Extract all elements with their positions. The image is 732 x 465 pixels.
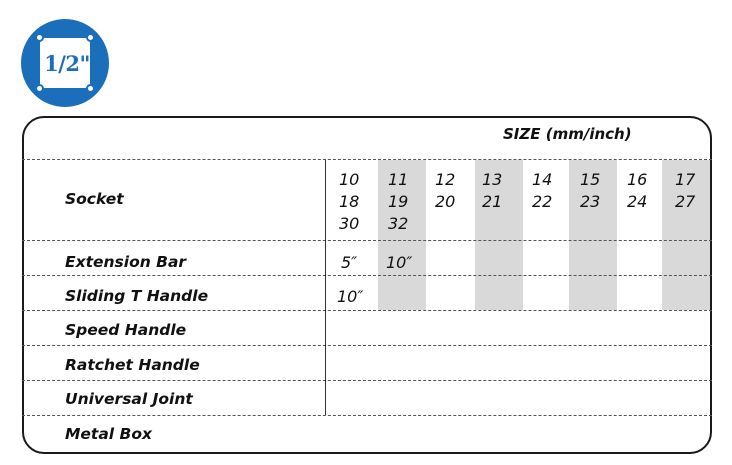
socket-size: 18	[339, 192, 360, 211]
row-divider	[22, 310, 712, 311]
socket-size: 10	[339, 170, 360, 189]
row-label-ratchet-handle: Ratchet Handle	[65, 356, 200, 374]
socket-size: 14	[532, 170, 553, 189]
socket-size: 11	[388, 170, 409, 189]
row-divider	[22, 380, 712, 381]
socket-size: 13	[482, 170, 503, 189]
extension-bar-size: 10″	[386, 253, 413, 272]
row-label-socket: Socket	[65, 190, 124, 208]
row-divider	[22, 159, 712, 160]
socket-size: 23	[580, 192, 601, 211]
corner-dot	[86, 84, 95, 93]
corner-dot	[86, 33, 95, 42]
socket-size: 30	[339, 214, 360, 233]
row-label-metal-box: Metal Box	[65, 425, 152, 443]
column-divider	[325, 160, 326, 415]
socket-size: 32	[388, 214, 409, 233]
drive-size-badge	[21, 19, 109, 107]
socket-size: 12	[435, 170, 456, 189]
size-header: SIZE (mm/inch)	[503, 125, 632, 143]
sliding-t-handle-size: 10″	[337, 287, 364, 306]
corner-dot	[35, 84, 44, 93]
socket-size: 24	[627, 192, 648, 211]
socket-size: 22	[532, 192, 553, 211]
extension-bar-size: 5″	[341, 253, 358, 272]
row-divider	[22, 240, 712, 241]
socket-size: 27	[675, 192, 696, 211]
row-label-speed-handle: Speed Handle	[65, 321, 187, 339]
socket-size: 21	[482, 192, 503, 211]
drive-size-label: 1/2"	[44, 50, 90, 76]
row-label-universal-joint: Universal Joint	[65, 390, 193, 408]
row-label-sliding-t-handle: Sliding T Handle	[65, 287, 209, 305]
socket-size: 16	[627, 170, 648, 189]
row-divider	[22, 415, 712, 416]
socket-size: 15	[580, 170, 601, 189]
row-divider	[22, 345, 712, 346]
socket-size: 17	[675, 170, 696, 189]
socket-size: 20	[435, 192, 456, 211]
row-divider	[22, 275, 712, 276]
square-drive-icon	[38, 36, 92, 90]
row-label-extension-bar: Extension Bar	[65, 253, 187, 271]
corner-dot	[35, 33, 44, 42]
socket-size: 19	[388, 192, 409, 211]
